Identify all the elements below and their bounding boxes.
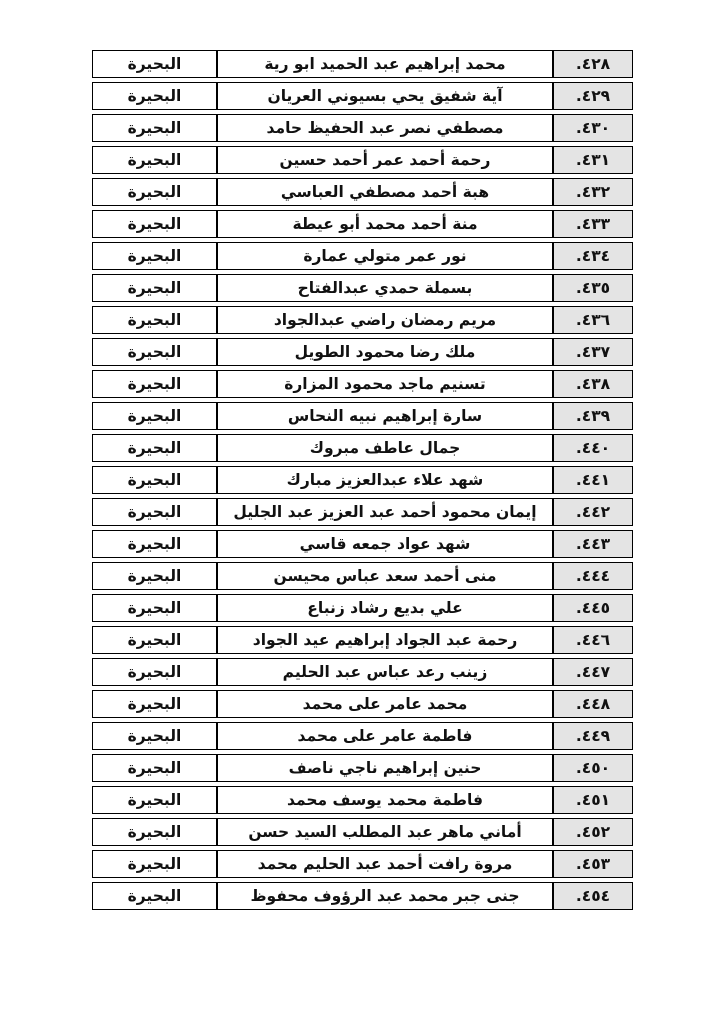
serial-number-cell: ٤٣٦. <box>553 306 633 334</box>
person-name-cell: فاطمة محمد يوسف محمد <box>217 786 553 814</box>
person-name-cell: نور عمر متولي عمارة <box>217 242 553 270</box>
table-row <box>92 210 633 238</box>
governorate-cell: البحيرة <box>92 818 217 846</box>
table-row <box>92 146 633 174</box>
person-name-cell: شهد عواد جمعه قاسي <box>217 530 553 558</box>
person-name-cell: منى أحمد سعد عباس محيسن <box>217 562 553 590</box>
governorate-cell: البحيرة <box>92 626 217 654</box>
serial-number-cell: ٤٣٣. <box>553 210 633 238</box>
serial-number-cell: ٤٣٥. <box>553 274 633 302</box>
person-name-cell: هبة أحمد مصطفي العباسي <box>217 178 553 206</box>
governorate-cell: البحيرة <box>92 82 217 110</box>
table-row <box>92 530 633 558</box>
person-name-cell: أماني ماهر عبد المطلب السيد حسن <box>217 818 553 846</box>
serial-number-cell: ٤٤٨. <box>553 690 633 718</box>
serial-number-cell: ٤٢٨. <box>553 50 633 78</box>
table-row <box>92 306 633 334</box>
governorate-cell: البحيرة <box>92 658 217 686</box>
governorate-cell: البحيرة <box>92 370 217 398</box>
table-row <box>92 338 633 366</box>
person-name-cell: علي بديع رشاد زنباع <box>217 594 553 622</box>
serial-number-cell: ٤٥٣. <box>553 850 633 878</box>
serial-number-cell: ٤٤٩. <box>553 722 633 750</box>
table-row <box>92 114 633 142</box>
governorate-cell: البحيرة <box>92 242 217 270</box>
table-row <box>92 562 633 590</box>
table-row <box>92 434 633 462</box>
person-name-cell: منة أحمد محمد أبو عيطة <box>217 210 553 238</box>
governorate-cell: البحيرة <box>92 210 217 238</box>
serial-number-cell: ٤٤٤. <box>553 562 633 590</box>
person-name-cell: حنين إبراهيم ناجي ناصف <box>217 754 553 782</box>
table-row <box>92 82 633 110</box>
governorate-cell: البحيرة <box>92 594 217 622</box>
serial-number-cell: ٤٣٢. <box>553 178 633 206</box>
governorate-cell: البحيرة <box>92 50 217 78</box>
table-row <box>92 786 633 814</box>
person-name-cell: فاطمة عامر على محمد <box>217 722 553 750</box>
serial-number-cell: ٤٥٢. <box>553 818 633 846</box>
person-name-cell: رحمة عبد الجواد إبراهيم عيد الجواد <box>217 626 553 654</box>
person-name-cell: ملك رضا محمود الطويل <box>217 338 553 366</box>
serial-number-cell: ٤٣٠. <box>553 114 633 142</box>
person-name-cell: مريم رمضان راضي عبدالجواد <box>217 306 553 334</box>
serial-number-cell: ٤٤١. <box>553 466 633 494</box>
person-name-cell: جمال عاطف مبروك <box>217 434 553 462</box>
governorate-cell: البحيرة <box>92 146 217 174</box>
roster-table-body <box>92 50 633 910</box>
serial-number-cell: ٤٥٤. <box>553 882 633 910</box>
serial-number-cell: ٤٣٩. <box>553 402 633 430</box>
table-row <box>92 722 633 750</box>
serial-number-cell: ٤٤٠. <box>553 434 633 462</box>
table-row <box>92 466 633 494</box>
table-row <box>92 658 633 686</box>
person-name-cell: محمد عامر على محمد <box>217 690 553 718</box>
governorate-cell: البحيرة <box>92 786 217 814</box>
serial-number-cell: ٤٣٤. <box>553 242 633 270</box>
serial-number-cell: ٤٣٨. <box>553 370 633 398</box>
person-name-cell: محمد إبراهيم عبد الحميد ابو رية <box>217 50 553 78</box>
serial-number-cell: ٤٤٢. <box>553 498 633 526</box>
serial-number-cell: ٤٤٣. <box>553 530 633 558</box>
roster-table <box>92 46 633 914</box>
governorate-cell: البحيرة <box>92 338 217 366</box>
person-name-cell: بسملة حمدي عبدالفتاح <box>217 274 553 302</box>
governorate-cell: البحيرة <box>92 434 217 462</box>
governorate-cell: البحيرة <box>92 882 217 910</box>
person-name-cell: إيمان محمود أحمد عبد العزيز عبد الجليل <box>217 498 553 526</box>
governorate-cell: البحيرة <box>92 178 217 206</box>
table-row <box>92 882 633 910</box>
serial-number-cell: ٤٣١. <box>553 146 633 174</box>
governorate-cell: البحيرة <box>92 722 217 750</box>
table-row <box>92 370 633 398</box>
table-row <box>92 242 633 270</box>
governorate-cell: البحيرة <box>92 690 217 718</box>
governorate-cell: البحيرة <box>92 402 217 430</box>
table-row <box>92 626 633 654</box>
table-row <box>92 178 633 206</box>
table-row <box>92 594 633 622</box>
serial-number-cell: ٤٤٦. <box>553 626 633 654</box>
serial-number-cell: ٤٣٧. <box>553 338 633 366</box>
governorate-cell: البحيرة <box>92 466 217 494</box>
table-row <box>92 498 633 526</box>
person-name-cell: تسنيم ماجد محمود المزارة <box>217 370 553 398</box>
table-row <box>92 690 633 718</box>
person-name-cell: مروة رافت أحمد عبد الحليم محمد <box>217 850 553 878</box>
table-row <box>92 818 633 846</box>
person-name-cell: شهد علاء عبدالعزيز مبارك <box>217 466 553 494</box>
person-name-cell: رحمة أحمد عمر أحمد حسين <box>217 146 553 174</box>
governorate-cell: البحيرة <box>92 850 217 878</box>
person-name-cell: مصطفي نصر عبد الحفيظ حامد <box>217 114 553 142</box>
person-name-cell: آية شفيق يحي بسيوني العريان <box>217 82 553 110</box>
table-row <box>92 50 633 78</box>
governorate-cell: البحيرة <box>92 562 217 590</box>
serial-number-cell: ٤٤٥. <box>553 594 633 622</box>
table-row <box>92 754 633 782</box>
governorate-cell: البحيرة <box>92 306 217 334</box>
serial-number-cell: ٤٥١. <box>553 786 633 814</box>
table-row <box>92 402 633 430</box>
governorate-cell: البحيرة <box>92 114 217 142</box>
serial-number-cell: ٤٤٧. <box>553 658 633 686</box>
serial-number-cell: ٤٢٩. <box>553 82 633 110</box>
serial-number-cell: ٤٥٠. <box>553 754 633 782</box>
person-name-cell: جنى جبر محمد عبد الرؤوف محفوظ <box>217 882 553 910</box>
person-name-cell: زينب رعد عباس عبد الحليم <box>217 658 553 686</box>
governorate-cell: البحيرة <box>92 274 217 302</box>
person-name-cell: سارة إبراهيم نبيه النحاس <box>217 402 553 430</box>
governorate-cell: البحيرة <box>92 530 217 558</box>
table-row <box>92 274 633 302</box>
governorate-cell: البحيرة <box>92 754 217 782</box>
table-row <box>92 850 633 878</box>
governorate-cell: البحيرة <box>92 498 217 526</box>
